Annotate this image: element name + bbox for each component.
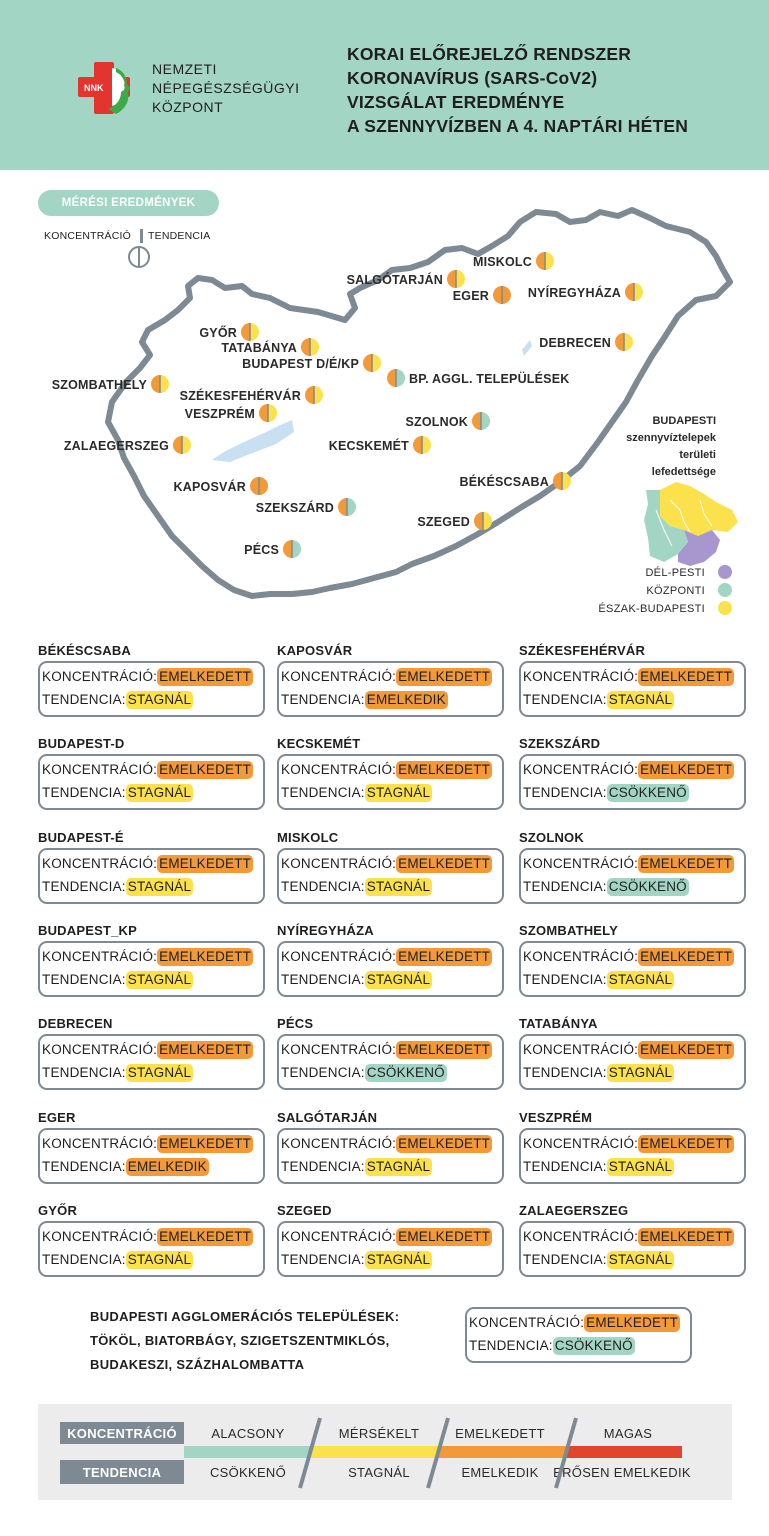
scale-key-concentration: KONCENTRÁCIÓ: [67, 1426, 177, 1441]
card-box: [519, 661, 746, 717]
card-tendency-value: STAGNÁL: [608, 972, 673, 987]
scale-tendency-label: EMELKEDIK: [461, 1465, 539, 1480]
card-tendency-label: TENDENCIA:: [42, 785, 126, 800]
card-concentration-row: [523, 948, 734, 966]
card-tendency-value: STAGNÁL: [366, 1252, 431, 1267]
card-concentration-row: [42, 1041, 253, 1059]
card-tendency-label: TENDENCIA:: [523, 1252, 607, 1267]
card-city-name: ZALAEGERSZEG: [519, 1203, 629, 1218]
agglomeration-line: TÖKÖL, BIATORBÁGY, SZIGETSZENTMIKLÓS,: [90, 1333, 390, 1348]
city-marker: [417, 512, 492, 530]
legend-divider: [140, 229, 143, 243]
city-marker: [221, 338, 319, 356]
inset-legend-dot: [718, 583, 732, 597]
card-box: [519, 941, 746, 997]
card-concentration-label: KONCENTRÁCIÓ:: [523, 1229, 639, 1244]
card-concentration-label: KONCENTRÁCIÓ:: [281, 669, 397, 684]
card-concentration-value: EMELKEDETT: [586, 1315, 679, 1330]
card-concentration-value: EMELKEDETT: [159, 856, 252, 871]
card-tendency-row: [281, 784, 432, 802]
card-concentration-value: EMELKEDETT: [398, 762, 491, 777]
card-box: [519, 1128, 746, 1184]
card-box: [38, 661, 265, 717]
card-box: [38, 1221, 265, 1277]
card-tendency-value: CSÖKKENŐ: [608, 785, 687, 800]
card-concentration-value: EMELKEDETT: [640, 1136, 733, 1151]
card-concentration-label: KONCENTRÁCIÓ:: [281, 949, 397, 964]
card-tendency-label: TENDENCIA:: [281, 879, 365, 894]
card-tendency-label: TENDENCIA:: [281, 785, 365, 800]
card-concentration-label: KONCENTRÁCIÓ:: [42, 1229, 158, 1244]
card-tendency-value: CSÖKKENŐ: [608, 879, 687, 894]
card-concentration-value: EMELKEDETT: [159, 1042, 252, 1057]
city-label: EGER: [452, 289, 489, 303]
card-city-name: BUDAPEST-É: [38, 830, 124, 845]
card-concentration-value: EMELKEDETT: [640, 669, 733, 684]
card-city-name: PÉCS: [277, 1016, 314, 1031]
card-concentration-label: KONCENTRÁCIÓ:: [523, 856, 639, 871]
card-concentration-row: [469, 1314, 680, 1332]
card-city-name: MISKOLC: [277, 830, 339, 845]
card-box: [38, 1034, 265, 1090]
scale-concentration-label: MAGAS: [603, 1426, 653, 1441]
card-tendency-label: TENDENCIA:: [523, 785, 607, 800]
card-concentration-label: KONCENTRÁCIÓ:: [42, 856, 158, 871]
card-concentration-row: [281, 948, 492, 966]
card-tendency-label: TENDENCIA:: [42, 1065, 126, 1080]
card-tendency-row: [281, 1158, 432, 1176]
card-concentration-value: EMELKEDETT: [640, 762, 733, 777]
city-marker: [185, 404, 277, 422]
card-tendency-label: TENDENCIA:: [281, 1065, 365, 1080]
card-tendency-label: TENDENCIA:: [281, 1159, 365, 1174]
city-label: SZOLNOK: [405, 415, 468, 429]
nnk-logo: [78, 62, 130, 114]
card-box: [277, 1034, 504, 1090]
card-tendency-label: TENDENCIA:: [523, 1159, 607, 1174]
inset-legend-label: ÉSZAK-BUDAPESTI: [598, 603, 705, 615]
card-box: [277, 1221, 504, 1277]
card-concentration-row: [42, 668, 253, 686]
inset-title: BUDAPESTI: [652, 415, 716, 427]
city-marker: [387, 369, 569, 387]
inset-legend-label: KÖZPONTI: [646, 585, 705, 597]
card-tendency-row: [523, 784, 689, 802]
card-concentration-row: [42, 761, 253, 779]
scale-key-tendency: TENDENCIA: [82, 1465, 162, 1480]
card-tendency-row: [523, 971, 674, 989]
measurement-results-pill: MÉRÉSI EREDMÉNYEK: [38, 190, 219, 216]
card-tendency-label: TENDENCIA:: [42, 692, 126, 707]
card-concentration-label: KONCENTRÁCIÓ:: [523, 949, 639, 964]
card-concentration-value: EMELKEDETT: [640, 856, 733, 871]
title-line: KORONAVÍRUS (SARS-CoV2): [347, 68, 598, 88]
city-label: ZALAEGERSZEG: [63, 439, 169, 453]
city-marker: [453, 286, 511, 304]
card-concentration-value: EMELKEDETT: [398, 856, 491, 871]
city-label: SZÉKESFEHÉRVÁR: [179, 389, 301, 403]
card-city-name: BUDAPEST-D: [38, 736, 125, 751]
card-city-name: GYŐR: [38, 1203, 78, 1218]
card-tendency-label: TENDENCIA:: [523, 879, 607, 894]
card-concentration-label: KONCENTRÁCIÓ:: [281, 1042, 397, 1057]
card-tendency-row: [42, 971, 193, 989]
card-tendency-value: CSÖKKENŐ: [366, 1065, 445, 1080]
city-label: BP. AGGL. TELEPÜLÉSEK: [409, 372, 570, 386]
card-concentration-value: EMELKEDETT: [159, 1229, 252, 1244]
card-tendency-value: EMELKEDIK: [127, 1159, 207, 1174]
card-concentration-label: KONCENTRÁCIÓ:: [42, 949, 158, 964]
card-city-name: SZOLNOK: [519, 830, 584, 845]
agglomeration-line: BUDAKESZI, SZÁZHALOMBATTA: [90, 1357, 305, 1372]
scale-tendency-label: ERŐSEN EMELKEDIK: [553, 1465, 691, 1480]
title-line: A SZENNYVÍZBEN A 4. NAPTÁRI HÉTEN: [347, 116, 689, 136]
card-box: [277, 941, 504, 997]
budapest-inset-map: [644, 482, 738, 566]
card-concentration-label: KONCENTRÁCIÓ:: [523, 1042, 639, 1057]
city-marker: [199, 323, 259, 341]
card-tendency-value: STAGNÁL: [366, 972, 431, 987]
inset-title: lefedettsége: [651, 466, 716, 478]
card-city-name: SALGÓTARJÁN: [277, 1110, 378, 1125]
scale-concentration-label: ALACSONY: [211, 1426, 285, 1441]
card-box: [277, 1128, 504, 1184]
card-tendency-label: TENDENCIA:: [281, 1252, 365, 1267]
card-tendency-value: STAGNÁL: [127, 1252, 192, 1267]
card-tendency-label: TENDENCIA:: [469, 1338, 553, 1353]
card-concentration-value: EMELKEDETT: [640, 1229, 733, 1244]
scale-concentration-label: MÉRSÉKELT: [338, 1426, 420, 1441]
card-city-name: DEBRECEN: [38, 1016, 113, 1031]
card-concentration-label: KONCENTRÁCIÓ:: [281, 1229, 397, 1244]
city-label: SZOMBATHELY: [51, 378, 147, 392]
card-city-name: NYÍREGYHÁZA: [277, 923, 374, 938]
card-tendency-label: TENDENCIA:: [42, 972, 126, 987]
card-tendency-row: [523, 691, 674, 709]
card-tendency-row: [42, 691, 193, 709]
city-label: BUDAPEST D/É/KP: [242, 357, 359, 371]
city-marker: [174, 477, 268, 495]
card-concentration-row: [281, 668, 492, 686]
card-concentration-row: [523, 761, 734, 779]
card-tendency-row: [281, 1064, 447, 1082]
card-tendency-label: TENDENCIA:: [42, 879, 126, 894]
card-tendency-label: TENDENCIA:: [523, 692, 607, 707]
card-tendency-row: [281, 971, 432, 989]
card-concentration-label: KONCENTRÁCIÓ:: [281, 762, 397, 777]
city-label: TATABÁNYA: [221, 341, 297, 355]
card-concentration-row: [42, 855, 253, 873]
city-label: KAPOSVÁR: [173, 480, 246, 494]
city-marker: [329, 436, 431, 454]
card-box: [38, 941, 265, 997]
card-tendency-value: STAGNÁL: [127, 879, 192, 894]
card-tendency-value: STAGNÁL: [366, 1159, 431, 1174]
city-label: SZEKSZÁRD: [255, 501, 334, 515]
card-tendency-label: TENDENCIA:: [281, 972, 365, 987]
card-tendency-value: STAGNÁL: [608, 1252, 673, 1267]
scale-level-bar: [566, 1446, 682, 1458]
card-concentration-row: [281, 1228, 492, 1246]
card-concentration-value: EMELKEDETT: [398, 1042, 491, 1057]
card-concentration-row: [281, 761, 492, 779]
card-tendency-value: STAGNÁL: [366, 879, 431, 894]
scale-concentration-label: EMELKEDETT: [455, 1426, 545, 1441]
title-line: VIZSGÁLAT EREDMÉNYE: [347, 92, 565, 112]
city-label: VESZPRÉM: [184, 407, 255, 421]
city-marker: [473, 252, 554, 270]
page-title: [347, 42, 688, 138]
city-label: SALGÓTARJÁN: [346, 273, 443, 287]
card-concentration-label: KONCENTRÁCIÓ:: [523, 762, 639, 777]
city-label: SZEGED: [417, 515, 470, 529]
card-city-name: KAPOSVÁR: [277, 643, 353, 658]
city-label: MISKOLC: [472, 255, 532, 269]
card-tendency-value: STAGNÁL: [366, 785, 431, 800]
card-box: [38, 1128, 265, 1184]
card-tendency-value: STAGNÁL: [127, 785, 192, 800]
card-box: [465, 1307, 692, 1363]
card-concentration-value: EMELKEDETT: [398, 1136, 491, 1151]
city-label: KECSKEMÉT: [328, 439, 409, 453]
card-concentration-row: [42, 948, 253, 966]
card-tendency-value: STAGNÁL: [127, 692, 192, 707]
header: [0, 0, 769, 170]
card-concentration-row: [42, 1135, 253, 1153]
scale-level-bar: [310, 1446, 438, 1458]
card-tendency-row: [42, 1158, 209, 1176]
city-label: NYÍREGYHÁZA: [527, 286, 621, 300]
card-concentration-label: KONCENTRÁCIÓ:: [42, 1042, 158, 1057]
org-line: KÖZPONT: [152, 99, 224, 115]
inset-title: szennyvíztelepek: [626, 432, 716, 444]
card-city-name: SZEKSZÁRD: [519, 736, 601, 751]
inset-title: területi: [679, 449, 716, 461]
card-tendency-row: [42, 1064, 193, 1082]
logo-text: NNK: [84, 83, 104, 93]
card-city-name: BÉKÉSCSABA: [38, 643, 132, 658]
inset-legend-dot: [718, 565, 732, 579]
legend-tendency: TENDENCIA: [148, 230, 211, 242]
card-tendency-value: CSÖKKENŐ: [554, 1338, 633, 1353]
org-line: NEMZETI: [152, 61, 217, 77]
card-tendency-label: TENDENCIA:: [281, 692, 365, 707]
card-tendency-value: STAGNÁL: [608, 692, 673, 707]
scale-legend: [38, 1404, 732, 1500]
card-tendency-value: STAGNÁL: [127, 1065, 192, 1080]
scale-tendency-label: STAGNÁL: [348, 1465, 410, 1480]
card-box: [277, 848, 504, 904]
card-concentration-value: EMELKEDETT: [159, 669, 252, 684]
card-concentration-label: KONCENTRÁCIÓ:: [523, 669, 639, 684]
city-label: DEBRECEN: [539, 336, 611, 350]
city-marker: [405, 412, 490, 430]
card-concentration-row: [42, 1228, 253, 1246]
card-tendency-label: TENDENCIA:: [42, 1159, 126, 1174]
card-concentration-row: [523, 1135, 734, 1153]
city-label: PÉCS: [244, 543, 279, 557]
card-concentration-label: KONCENTRÁCIÓ:: [42, 1136, 158, 1151]
city-marker: [539, 333, 633, 351]
card-tendency-row: [523, 1064, 674, 1082]
scale-tendency-label: CSÖKKENŐ: [209, 1465, 287, 1480]
org-line: NÉPEGÉSZSÉGÜGYI: [152, 80, 300, 96]
card-city-name: BUDAPEST_KP: [38, 923, 137, 938]
card-tendency-row: [523, 878, 689, 896]
card-box: [38, 848, 265, 904]
card-tendency-label: TENDENCIA:: [523, 1065, 607, 1080]
card-concentration-value: EMELKEDETT: [159, 949, 252, 964]
card-concentration-row: [523, 668, 734, 686]
card-concentration-value: EMELKEDETT: [398, 669, 491, 684]
card-box: [277, 661, 504, 717]
card-tendency-value: EMELKEDIK: [366, 692, 446, 707]
agglomeration-line: BUDAPESTI AGGLOMERÁCIÓS TELEPÜLÉSEK:: [90, 1309, 400, 1324]
inset-legend-dot: [718, 601, 732, 615]
card-tendency-value: STAGNÁL: [608, 1159, 673, 1174]
scale-level-bar: [184, 1446, 310, 1458]
city-label: BÉKÉSCSABA: [459, 475, 549, 489]
card-concentration-value: EMELKEDETT: [398, 1229, 491, 1244]
card-concentration-value: EMELKEDETT: [159, 762, 252, 777]
card-concentration-value: EMELKEDETT: [159, 1136, 252, 1151]
card-city-name: VESZPRÉM: [519, 1110, 593, 1125]
legend-concentration: KONCENTRÁCIÓ: [44, 230, 131, 242]
card-concentration-label: KONCENTRÁCIÓ:: [281, 856, 397, 871]
card-tendency-label: TENDENCIA:: [42, 1252, 126, 1267]
card-concentration-row: [523, 1041, 734, 1059]
card-tendency-label: TENDENCIA:: [523, 972, 607, 987]
card-concentration-label: KONCENTRÁCIÓ:: [42, 762, 158, 777]
city-marker: [244, 540, 301, 558]
card-city-name: TATABÁNYA: [519, 1016, 598, 1031]
card-city-name: SZÉKESFEHÉRVÁR: [519, 643, 646, 658]
card-city-name: SZOMBATHELY: [519, 923, 618, 938]
card-city-name: KECSKEMÉT: [277, 736, 361, 751]
card-tendency-row: [281, 1251, 432, 1269]
card-concentration-row: [281, 1041, 492, 1059]
card-concentration-label: KONCENTRÁCIÓ:: [469, 1315, 585, 1330]
card-tendency-value: STAGNÁL: [127, 972, 192, 987]
card-concentration-label: KONCENTRÁCIÓ:: [281, 1136, 397, 1151]
card-concentration-row: [281, 1135, 492, 1153]
scale-level-bar: [438, 1446, 566, 1458]
organization-name: [152, 60, 300, 117]
inset-legend-label: DÉL-PESTI: [645, 567, 705, 579]
card-tendency-row: [281, 878, 432, 896]
card-tendency-row: [281, 691, 448, 709]
card-box: [277, 754, 504, 810]
card-concentration-label: KONCENTRÁCIÓ:: [523, 1136, 639, 1151]
city-marker: [256, 498, 356, 516]
card-box: [38, 754, 265, 810]
country-outline: [108, 210, 730, 596]
card-concentration-label: KONCENTRÁCIÓ:: [42, 669, 158, 684]
card-box: [519, 1221, 746, 1277]
card-tendency-value: STAGNÁL: [608, 1065, 673, 1080]
card-concentration-value: EMELKEDETT: [640, 1042, 733, 1057]
city-label: GYŐR: [199, 326, 237, 340]
card-concentration-value: EMELKEDETT: [640, 949, 733, 964]
card-concentration-row: [523, 855, 734, 873]
card-city-name: SZEGED: [277, 1203, 332, 1218]
card-city-name: EGER: [38, 1110, 76, 1125]
card-concentration-row: [281, 855, 492, 873]
title-line: KORAI ELŐREJELZŐ RENDSZER: [347, 44, 632, 64]
legend-split-circle: [127, 245, 151, 269]
card-box: [519, 1034, 746, 1090]
card-tendency-row: [469, 1337, 635, 1355]
card-tendency-row: [42, 784, 193, 802]
card-concentration-value: EMELKEDETT: [398, 949, 491, 964]
agglomeration-text: [90, 1305, 399, 1377]
card-box: [519, 848, 746, 904]
card-tendency-row: [523, 1158, 674, 1176]
card-concentration-row: [523, 1228, 734, 1246]
card-tendency-row: [523, 1251, 674, 1269]
card-tendency-row: [42, 1251, 193, 1269]
card-box: [519, 754, 746, 810]
card-tendency-row: [42, 878, 193, 896]
